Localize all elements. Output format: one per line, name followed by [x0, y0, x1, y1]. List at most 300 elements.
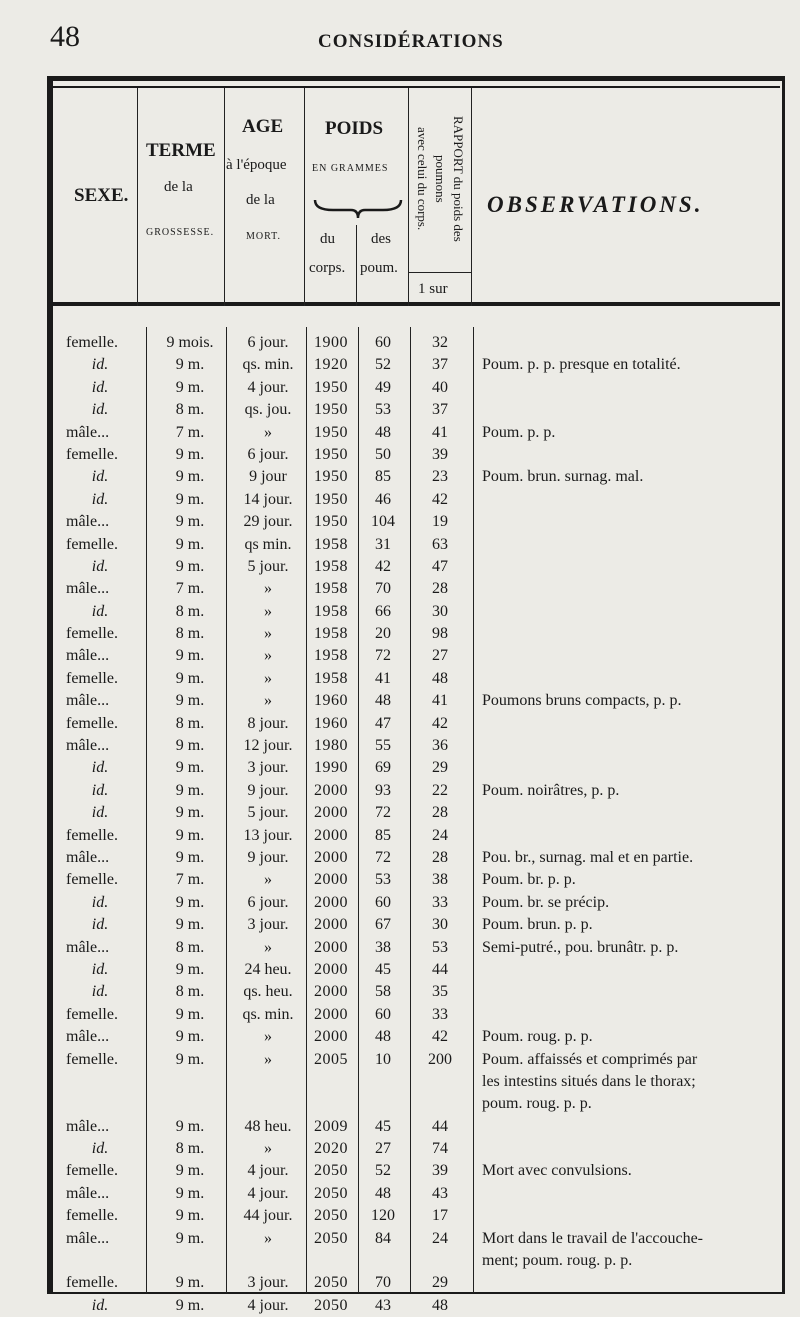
cell-rapport: 42 — [432, 490, 448, 508]
cell-rapport: 30 — [432, 602, 448, 620]
header-rule — [471, 88, 472, 306]
cell-terme: 9 m. — [175, 356, 205, 374]
header-grossesse: GROSSESSE. — [146, 227, 215, 238]
header-terme-sub: de la — [164, 179, 193, 195]
cell-poids-corps: 2000 — [314, 871, 348, 889]
cell-poids-poumons: 27 — [375, 1140, 391, 1158]
cell-terme: 9 m. — [175, 1274, 205, 1292]
cell-poids-poumons: 72 — [375, 647, 391, 665]
cell-age: » — [264, 602, 272, 620]
cell-terme: 9 m. — [175, 916, 205, 934]
header-corps: corps. — [309, 260, 346, 276]
cell-observation: Poum. brun. surnag. mal. — [482, 468, 644, 486]
cell-poids-corps: 2000 — [314, 916, 348, 934]
cell-terme: 9 m. — [175, 669, 205, 687]
cell-sexe: id. — [91, 916, 109, 934]
cell-age: » — [264, 423, 272, 441]
table-row — [0, 892, 800, 914]
header-poum: poum. — [360, 260, 398, 276]
cell-poids-corps: 1980 — [314, 737, 348, 755]
header-rule — [137, 88, 138, 306]
cell-terme: 9 m. — [175, 893, 205, 911]
cell-poids-poumons: 72 — [375, 848, 391, 866]
cell-rapport: 44 — [432, 1117, 448, 1135]
cell-terme: 9 m. — [175, 557, 205, 575]
cell-terme: 8 m. — [175, 625, 205, 643]
table-row — [0, 937, 800, 959]
table-row — [0, 713, 800, 735]
cell-rapport: 98 — [432, 625, 448, 643]
cell-sexe: mâle... — [66, 1229, 110, 1247]
cell-sexe: femelle. — [66, 1162, 118, 1180]
cell-poids-corps: 2009 — [314, 1117, 348, 1135]
cell-poids-poumons: 31 — [375, 535, 391, 553]
cell-poids-corps: 1960 — [314, 692, 348, 710]
cell-sexe: femelle. — [66, 871, 118, 889]
cell-terme: 9 m. — [175, 804, 205, 822]
cell-age: 14 jour. — [243, 490, 293, 508]
cell-age: » — [264, 692, 272, 710]
cell-terme: 9 m. — [175, 960, 205, 978]
cell-rapport: 23 — [432, 468, 448, 486]
cell-poids-corps: 2050 — [314, 1229, 348, 1247]
table-row — [0, 1228, 800, 1250]
cell-age: » — [264, 1140, 272, 1158]
cell-age: 13 jour. — [243, 826, 293, 844]
cell-poids-corps: 1950 — [314, 378, 348, 396]
cell-poids-corps: 1958 — [314, 625, 348, 643]
cell-rapport: 48 — [432, 1296, 448, 1314]
cell-poids-corps: 2050 — [314, 1184, 348, 1202]
cell-sexe: id. — [91, 893, 109, 911]
cell-poids-poumons: 60 — [375, 893, 391, 911]
table-row — [0, 556, 800, 578]
cell-sexe: mâle... — [66, 1028, 110, 1046]
cell-poids-corps: 2050 — [314, 1274, 348, 1292]
cell-poids-poumons: 60 — [375, 334, 391, 351]
cell-terme: 9 m. — [175, 1050, 205, 1068]
cell-rapport: 24 — [432, 1229, 448, 1247]
cell-poids-poumons: 85 — [375, 468, 391, 486]
cell-observation: Pou. br., surnag. mal et en partie. — [482, 848, 694, 866]
table-row — [0, 623, 800, 645]
cell-poids-poumons: 48 — [375, 1028, 391, 1046]
cell-rapport: 35 — [432, 983, 448, 1001]
cell-sexe: id. — [91, 759, 109, 777]
header-rule — [409, 272, 471, 273]
cell-poids-poumons: 104 — [371, 513, 395, 531]
header-rule — [224, 88, 225, 306]
cell-poids-corps: 1958 — [314, 557, 348, 575]
cell-terme: 9 m. — [175, 759, 205, 777]
cell-age: 9 jour. — [247, 848, 289, 866]
table-row — [0, 1071, 800, 1093]
cell-rapport: 28 — [432, 804, 448, 822]
cell-poids-poumons: 55 — [375, 737, 391, 755]
cell-poids-poumons: 42 — [375, 557, 391, 575]
cell-observation: poum. roug. p. p. — [482, 1095, 592, 1113]
cell-sexe: id. — [91, 1296, 109, 1314]
cell-sexe: mâle... — [66, 692, 110, 710]
table-row — [0, 959, 800, 981]
cell-rapport: 41 — [432, 692, 448, 710]
cell-poids-poumons: 52 — [375, 356, 391, 374]
cell-rapport: 63 — [432, 535, 448, 553]
cell-poids-corps: 1950 — [314, 490, 348, 508]
table-row — [0, 668, 800, 690]
cell-age: 9 jour. — [247, 781, 289, 799]
table-row — [0, 377, 800, 399]
cell-poids-corps: 2005 — [314, 1050, 348, 1068]
cell-age: 4 jour. — [247, 1162, 289, 1180]
table-row — [0, 1049, 800, 1071]
cell-rapport: 29 — [432, 759, 448, 777]
cell-terme: 9 m. — [175, 826, 205, 844]
page-number: 48 — [50, 20, 80, 53]
cell-poids-corps: 2000 — [314, 1005, 348, 1023]
cell-poids-poumons: 47 — [375, 714, 391, 732]
cell-terme: 9 mois. — [166, 334, 214, 351]
cell-poids-poumons: 20 — [375, 625, 391, 643]
cell-rapport: 33 — [432, 893, 448, 911]
cell-terme: 8 m. — [175, 714, 205, 732]
cell-age: 9 jour — [249, 468, 287, 486]
cell-rapport: 47 — [432, 557, 448, 575]
cell-age: » — [264, 1028, 272, 1046]
cell-age: 48 heu. — [244, 1117, 292, 1135]
table-row — [0, 489, 800, 511]
cell-sexe: femelle. — [66, 535, 118, 553]
cell-terme: 9 m. — [175, 737, 205, 755]
table-row — [0, 825, 800, 847]
cell-age: 29 jour. — [243, 513, 293, 531]
cell-poids-poumons: 70 — [375, 1274, 391, 1292]
cell-rapport: 43 — [432, 1184, 448, 1202]
cell-sexe: femelle. — [66, 625, 118, 643]
header-des: des — [371, 231, 391, 247]
cell-sexe: id. — [91, 401, 109, 419]
cell-terme: 8 m. — [175, 1140, 205, 1158]
cell-poids-corps: 2000 — [314, 938, 348, 956]
cell-terme: 9 m. — [175, 1184, 205, 1202]
cell-poids-corps: 1958 — [314, 580, 348, 598]
table-row — [0, 981, 800, 1003]
cell-rapport: 42 — [432, 714, 448, 732]
table-row — [0, 1295, 800, 1317]
header-rapport-line: RAPPORT du poids des — [451, 116, 466, 242]
cell-observation: Mort dans le travail de l'accouche- — [482, 1229, 704, 1247]
cell-poids-poumons: 38 — [375, 938, 391, 956]
table-row — [0, 1093, 800, 1115]
cell-age: qs. heu. — [243, 983, 293, 1001]
cell-observation: Poum. brun. p. p. — [482, 916, 593, 934]
cell-poids-poumons: 72 — [375, 804, 391, 822]
cell-rapport: 200 — [428, 1050, 452, 1068]
header-sexe: SEXE. — [74, 185, 129, 206]
cell-terme: 8 m. — [175, 983, 205, 1001]
cell-age: 44 jour. — [243, 1207, 293, 1225]
cell-rapport: 33 — [432, 1005, 448, 1023]
cell-sexe: mâle... — [66, 737, 110, 755]
table-row — [0, 869, 800, 891]
cell-poids-corps: 2000 — [314, 848, 348, 866]
running-title: CONSIDÉRATIONS — [318, 31, 504, 52]
cell-rapport: 48 — [432, 669, 448, 687]
cell-poids-poumons: 70 — [375, 580, 391, 598]
cell-observation: Poum. p. p. — [482, 423, 556, 441]
cell-rapport: 37 — [432, 401, 448, 419]
cell-age: 24 heu. — [244, 960, 292, 978]
cell-poids-poumons: 10 — [375, 1050, 391, 1068]
cell-age: » — [264, 871, 272, 889]
cell-observation: Semi-putré., pou. brunâtr. p. p. — [482, 938, 679, 956]
table-row — [0, 1004, 800, 1026]
cell-poids-poumons: 48 — [375, 423, 391, 441]
cell-observation: Mort avec convulsions. — [482, 1162, 632, 1180]
cell-terme: 9 m. — [175, 647, 205, 665]
cell-age: qs. min. — [242, 356, 294, 374]
cell-poids-corps: 2000 — [314, 781, 348, 799]
cell-sexe: id. — [91, 602, 109, 620]
table-row — [0, 511, 800, 533]
cell-terme: 9 m. — [175, 490, 205, 508]
cell-rapport: 17 — [432, 1207, 448, 1225]
table-row — [0, 534, 800, 556]
cell-poids-corps: 2050 — [314, 1207, 348, 1225]
table-row — [0, 422, 800, 444]
cell-poids-corps: 1958 — [314, 669, 348, 687]
cell-age: » — [264, 1050, 272, 1068]
header-age-sub: de la — [246, 192, 275, 208]
cell-observation: Poum. p. p. presque en totalité. — [482, 356, 681, 374]
cell-rapport: 44 — [432, 960, 448, 978]
cell-poids-corps: 2020 — [314, 1140, 348, 1158]
cell-terme: 9 m. — [175, 1162, 205, 1180]
table-row — [0, 466, 800, 488]
cell-poids-corps: 1950 — [314, 445, 348, 463]
cell-sexe: id. — [91, 804, 109, 822]
cell-age: qs. jou. — [244, 401, 292, 419]
cell-terme: 8 m. — [175, 602, 205, 620]
cell-terme: 8 m. — [175, 938, 205, 956]
header-terme: TERME — [146, 140, 216, 161]
cell-poids-poumons: 52 — [375, 1162, 391, 1180]
cell-sexe: mâle... — [66, 423, 110, 441]
cell-poids-poumons: 46 — [375, 490, 391, 508]
cell-poids-poumons: 48 — [375, 1184, 391, 1202]
cell-sexe: id. — [91, 557, 109, 575]
cell-sexe: id. — [91, 378, 109, 396]
cell-age: 3 jour. — [247, 759, 289, 777]
cell-poids-corps: 1958 — [314, 647, 348, 665]
cell-age: » — [264, 669, 272, 687]
cell-rapport: 32 — [432, 334, 448, 351]
cell-terme: 9 m. — [175, 692, 205, 710]
table-row — [0, 757, 800, 779]
table-row — [0, 332, 800, 354]
cell-poids-poumons: 49 — [375, 378, 391, 396]
cell-terme: 9 m. — [175, 445, 205, 463]
cell-terme: 9 m. — [175, 781, 205, 799]
cell-rapport: 37 — [432, 356, 448, 374]
header-du: du — [320, 231, 335, 247]
cell-rapport: 38 — [432, 871, 448, 889]
cell-age: 6 jour. — [247, 445, 289, 463]
cell-sexe: mâle... — [66, 938, 110, 956]
cell-observation: Poum. roug. p. p. — [482, 1028, 593, 1046]
cell-poids-corps: 1920 — [314, 356, 348, 374]
cell-poids-corps: 1950 — [314, 468, 348, 486]
cell-sexe: femelle. — [66, 1005, 118, 1023]
cell-age: 6 jour. — [247, 334, 289, 351]
cell-poids-corps: 2000 — [314, 804, 348, 822]
cell-poids-corps: 2000 — [314, 983, 348, 1001]
cell-observation: les intestins situés dans le thorax; — [482, 1072, 696, 1090]
cell-poids-corps: 1950 — [314, 423, 348, 441]
cell-age: 5 jour. — [247, 557, 289, 575]
cell-sexe: femelle. — [66, 445, 118, 463]
table-row — [0, 444, 800, 466]
cell-sexe: femelle. — [66, 714, 118, 732]
header-un-sur: 1 sur — [418, 281, 448, 297]
cell-rapport: 41 — [432, 423, 448, 441]
header-rapport — [412, 90, 469, 270]
table-row — [0, 354, 800, 376]
cell-poids-corps: 1960 — [314, 714, 348, 732]
cell-observation: Poum. noirâtres, p. p. — [482, 781, 620, 799]
cell-poids-corps: 1958 — [314, 535, 348, 553]
cell-poids-poumons: 67 — [375, 916, 391, 934]
cell-age: » — [264, 1229, 272, 1247]
table-row — [0, 1205, 800, 1227]
cell-terme: 9 m. — [175, 1296, 205, 1314]
cell-poids-corps: 1990 — [314, 759, 348, 777]
cell-poids-poumons: 41 — [375, 669, 391, 687]
cell-poids-poumons: 69 — [375, 759, 391, 777]
cell-sexe: mâle... — [66, 848, 110, 866]
table-row — [0, 601, 800, 623]
cell-poids-corps: 2000 — [314, 826, 348, 844]
cell-rapport: 29 — [432, 1274, 448, 1292]
table-row — [0, 1138, 800, 1160]
cell-observation: Poum. br. p. p. — [482, 871, 576, 889]
header-rule — [356, 225, 357, 306]
cell-poids-poumons: 48 — [375, 692, 391, 710]
cell-poids-poumons: 45 — [375, 960, 391, 978]
cell-terme: 9 m. — [175, 1207, 205, 1225]
header-rapport-line: avec celui du corps. — [415, 127, 430, 231]
cell-rapport: 53 — [432, 938, 448, 956]
cell-poids-corps: 1900 — [314, 334, 348, 351]
header-rule — [304, 88, 305, 306]
cell-sexe: femelle. — [66, 1207, 118, 1225]
cell-terme: 9 m. — [175, 1028, 205, 1046]
table-row — [0, 847, 800, 869]
cell-age: 12 jour. — [243, 737, 293, 755]
cell-poids-poumons: 50 — [375, 445, 391, 463]
cell-age: » — [264, 647, 272, 665]
cell-age: 3 jour. — [247, 916, 289, 934]
cell-observation: Poum. affaissés et comprimés par — [482, 1050, 698, 1068]
cell-sexe: mâle... — [66, 647, 110, 665]
cell-terme: 7 m. — [175, 871, 205, 889]
cell-sexe: mâle... — [66, 513, 110, 531]
cell-rapport: 27 — [432, 647, 448, 665]
cell-observation: Poum. br. se précip. — [482, 893, 610, 911]
table-body — [0, 332, 800, 1317]
table-row — [0, 1250, 800, 1272]
cell-age: 4 jour. — [247, 1296, 289, 1314]
cell-sexe: mâle... — [66, 580, 110, 598]
table-row — [0, 1183, 800, 1205]
cell-terme: 9 m. — [175, 1229, 205, 1247]
cell-age: qs. min. — [242, 1005, 294, 1023]
cell-sexe: mâle... — [66, 1117, 110, 1135]
cell-rapport: 28 — [432, 580, 448, 598]
table-row — [0, 1026, 800, 1048]
cell-rapport: 19 — [432, 513, 448, 531]
header-rapport-line: poumons — [433, 155, 448, 203]
table-row — [0, 914, 800, 936]
cell-poids-corps: 1958 — [314, 602, 348, 620]
cell-sexe: femelle. — [66, 1050, 118, 1068]
cell-sexe: id. — [91, 983, 109, 1001]
cell-poids-corps: 1950 — [314, 401, 348, 419]
table-row — [0, 399, 800, 421]
cell-age: » — [264, 580, 272, 598]
cell-terme: 9 m. — [175, 468, 205, 486]
table-row — [0, 690, 800, 712]
cell-poids-corps: 2000 — [314, 1028, 348, 1046]
cell-terme: 9 m. — [175, 1005, 205, 1023]
table-row — [0, 780, 800, 802]
cell-poids-poumons: 60 — [375, 1005, 391, 1023]
cell-rapport: 22 — [432, 781, 448, 799]
header-poids: POIDS — [325, 118, 384, 139]
cell-poids-poumons: 58 — [375, 983, 391, 1001]
cell-terme: 9 m. — [175, 535, 205, 553]
cell-age: 8 jour. — [247, 714, 289, 732]
cell-terme: 8 m. — [175, 401, 205, 419]
cell-terme: 9 m. — [175, 1117, 205, 1135]
cell-age: qs min. — [244, 535, 292, 553]
header-mort: MORT. — [246, 231, 282, 242]
cell-rapport: 39 — [432, 445, 448, 463]
cell-rapport: 24 — [432, 826, 448, 844]
cell-rapport: 36 — [432, 737, 448, 755]
table-row — [0, 645, 800, 667]
cell-sexe: id. — [91, 960, 109, 978]
cell-poids-poumons: 53 — [375, 401, 391, 419]
cell-sexe: femelle. — [66, 669, 118, 687]
cell-terme: 9 m. — [175, 378, 205, 396]
table-row — [0, 1160, 800, 1182]
cell-sexe: mâle... — [66, 1184, 110, 1202]
cell-poids-corps: 1950 — [314, 513, 348, 531]
cell-age: » — [264, 625, 272, 643]
table-row — [0, 1272, 800, 1294]
cell-terme: 7 m. — [175, 423, 205, 441]
cell-observation: Poumons bruns compacts, p. p. — [482, 692, 682, 710]
header-age-sub: à l'époque — [226, 157, 287, 173]
cell-sexe: id. — [91, 490, 109, 508]
cell-poids-poumons: 53 — [375, 871, 391, 889]
brace-icon — [313, 198, 403, 220]
cell-rapport: 42 — [432, 1028, 448, 1046]
cell-terme: 9 m. — [175, 513, 205, 531]
table-row — [0, 578, 800, 600]
cell-poids-poumons: 45 — [375, 1117, 391, 1135]
